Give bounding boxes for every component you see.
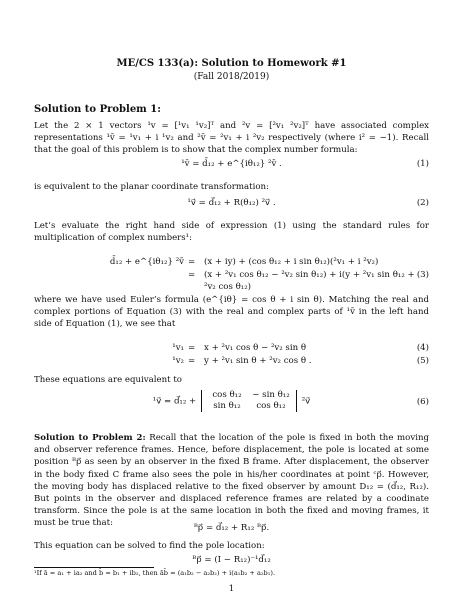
equation-3-rel-1: = — [188, 257, 196, 267]
equation-7: ᴮp⃗ = d⃗₁₂ + R₁₂ ᴮp⃗. — [193, 523, 270, 533]
equation-1-number: (1) — [416, 159, 429, 169]
problem1-paragraph-5: These equations are equivalent to — [34, 375, 182, 385]
equation-8: ᴮp⃗ = (I − R₁₂)⁻¹d⃗₁₂ — [192, 555, 271, 565]
matrix-entry-12: − sin θ₁₂ — [252, 390, 290, 400]
equation-5-number: (5) — [416, 356, 429, 366]
equation-5-rhs: y + ²v₁ sin θ + ²v₂ cos θ . — [204, 356, 312, 366]
equation-2 — [34, 197, 429, 209]
equation-3 — [34, 256, 429, 292]
equation-4-rhs: x + ²v₁ cos θ − ²v₂ sin θ — [204, 343, 307, 353]
equation-2-body: ¹v⃗ = d⃗₁₂ + R(θ₁₂) ²v⃗ . — [187, 198, 276, 208]
rotation-matrix — [201, 390, 297, 412]
equation-3-lhs: d̄₁₂ + e^{iθ₁₂} ²v̄ — [109, 257, 184, 267]
page-number: 1 — [228, 584, 235, 594]
problem1-paragraph-4: where we have used Euler’s formula (e^{iθ} = cos θ + i sin θ). Matching the real and complex portions of Equation (3) with the real and complex parts of ¹v̄ in the left hand side of Equation (1), we see that — [34, 295, 429, 330]
problem2-heading: Solution to Problem 2: — [34, 433, 146, 443]
equation-6-number: (6) — [416, 397, 429, 407]
equation-1 — [34, 158, 429, 170]
equation-3-rhs-1: (x + iy) + (cos θ₁₂ + i sin θ₁₂)(²v₁ + i ²v₂) — [204, 257, 379, 267]
problem1-paragraph-3: Let’s evaluate the right hand side of expression (1) using the standard rules for multiplication of complex numbers¹: — [34, 221, 429, 244]
problem2-paragraph-1-text: Recall that the location of the pole is fixed in both the moving and observer reference frames. Hence, before displacement, the pole is located at some position ᴮp⃗ as seen by an observer in the fixed B frame. After displacement, the observer in the body fixed C frame also sees the pole in his/her coordinates at point ᶜp⃗. However, the moving body has displaced relative to the fixed observer by amount D₁₂ = (d⃗₁₂, R₁₂). But points in the observer and displaced reference frames are related by a coodinate transform. Since the pole is at the same location in both the fixed and moving frames, it must be true that: — [34, 433, 429, 529]
equations-4-5 — [34, 342, 429, 368]
footnote-rule — [34, 567, 154, 568]
problem1-heading: Solution to Problem 1: — [34, 104, 161, 115]
matrix-entry-11: cos θ₁₂ — [212, 390, 242, 400]
problem1-paragraph-1: Let the 2 × 1 vectors ¹v = [¹v₁ ¹v₂]ᵀ and ²v = [²v₁ ²v₂]ᵀ have associated complex representations ¹v̄ = ¹v₁ + i ¹v₂ and ²v̄ = ²v₁ + i ²v₂ respectively (where i² = −1). Recall that the goal of this problem is to show that the complex number formula: — [34, 121, 429, 156]
equation-6-lhs: ¹v⃗ = d⃗₁₂ + — [152, 396, 197, 407]
equation-5-rel: = — [188, 356, 196, 366]
problem2-paragraph-1 — [34, 432, 429, 530]
equation-3-rhs-2: (x + ²v₁ cos θ₁₂ − ²v₂ sin θ₁₂) + i(y + ²v₁ sin θ₁₂ + ²v₂ cos θ₁₂) — [204, 270, 415, 292]
problem1-paragraph-2: is equivalent to the planar coordinate transformation: — [34, 182, 269, 192]
equation-4-rel: = — [188, 343, 196, 353]
equation-5-lhs: ¹v₂ — [172, 356, 184, 366]
matrix-entry-21: sin θ₁₂ — [213, 401, 241, 411]
matrix-entry-22: cos θ₁₂ — [256, 401, 286, 411]
equation-1-body: ¹v̄ = d̄₁₂ + e^{iθ₁₂} ²v̄ . — [181, 159, 282, 169]
document-title: ME/CS 133(a): Solution to Homework #1 — [116, 58, 347, 69]
equation-3-rel-2: = — [188, 270, 196, 280]
document-subtitle: (Fall 2018/2019) — [193, 72, 270, 82]
equation-2-number: (2) — [416, 198, 429, 208]
problem2-paragraph-2: This equation can be solved to find the pole location: — [34, 541, 265, 551]
equation-6 — [34, 390, 429, 412]
equation-3-number: (3) — [416, 270, 429, 280]
equation-4-lhs: ¹v₁ — [172, 343, 184, 353]
equation-6-rhs: ²v⃗ — [301, 396, 311, 407]
equation-4-number: (4) — [416, 343, 429, 353]
footnote: ¹If ā = a₁ + ia₂ and b̄ = b₁ + ib₂, then āb̄ = (a₁b₂ − a₂b₂) + i(a₁b₂ + a₂b₁). — [34, 569, 276, 577]
